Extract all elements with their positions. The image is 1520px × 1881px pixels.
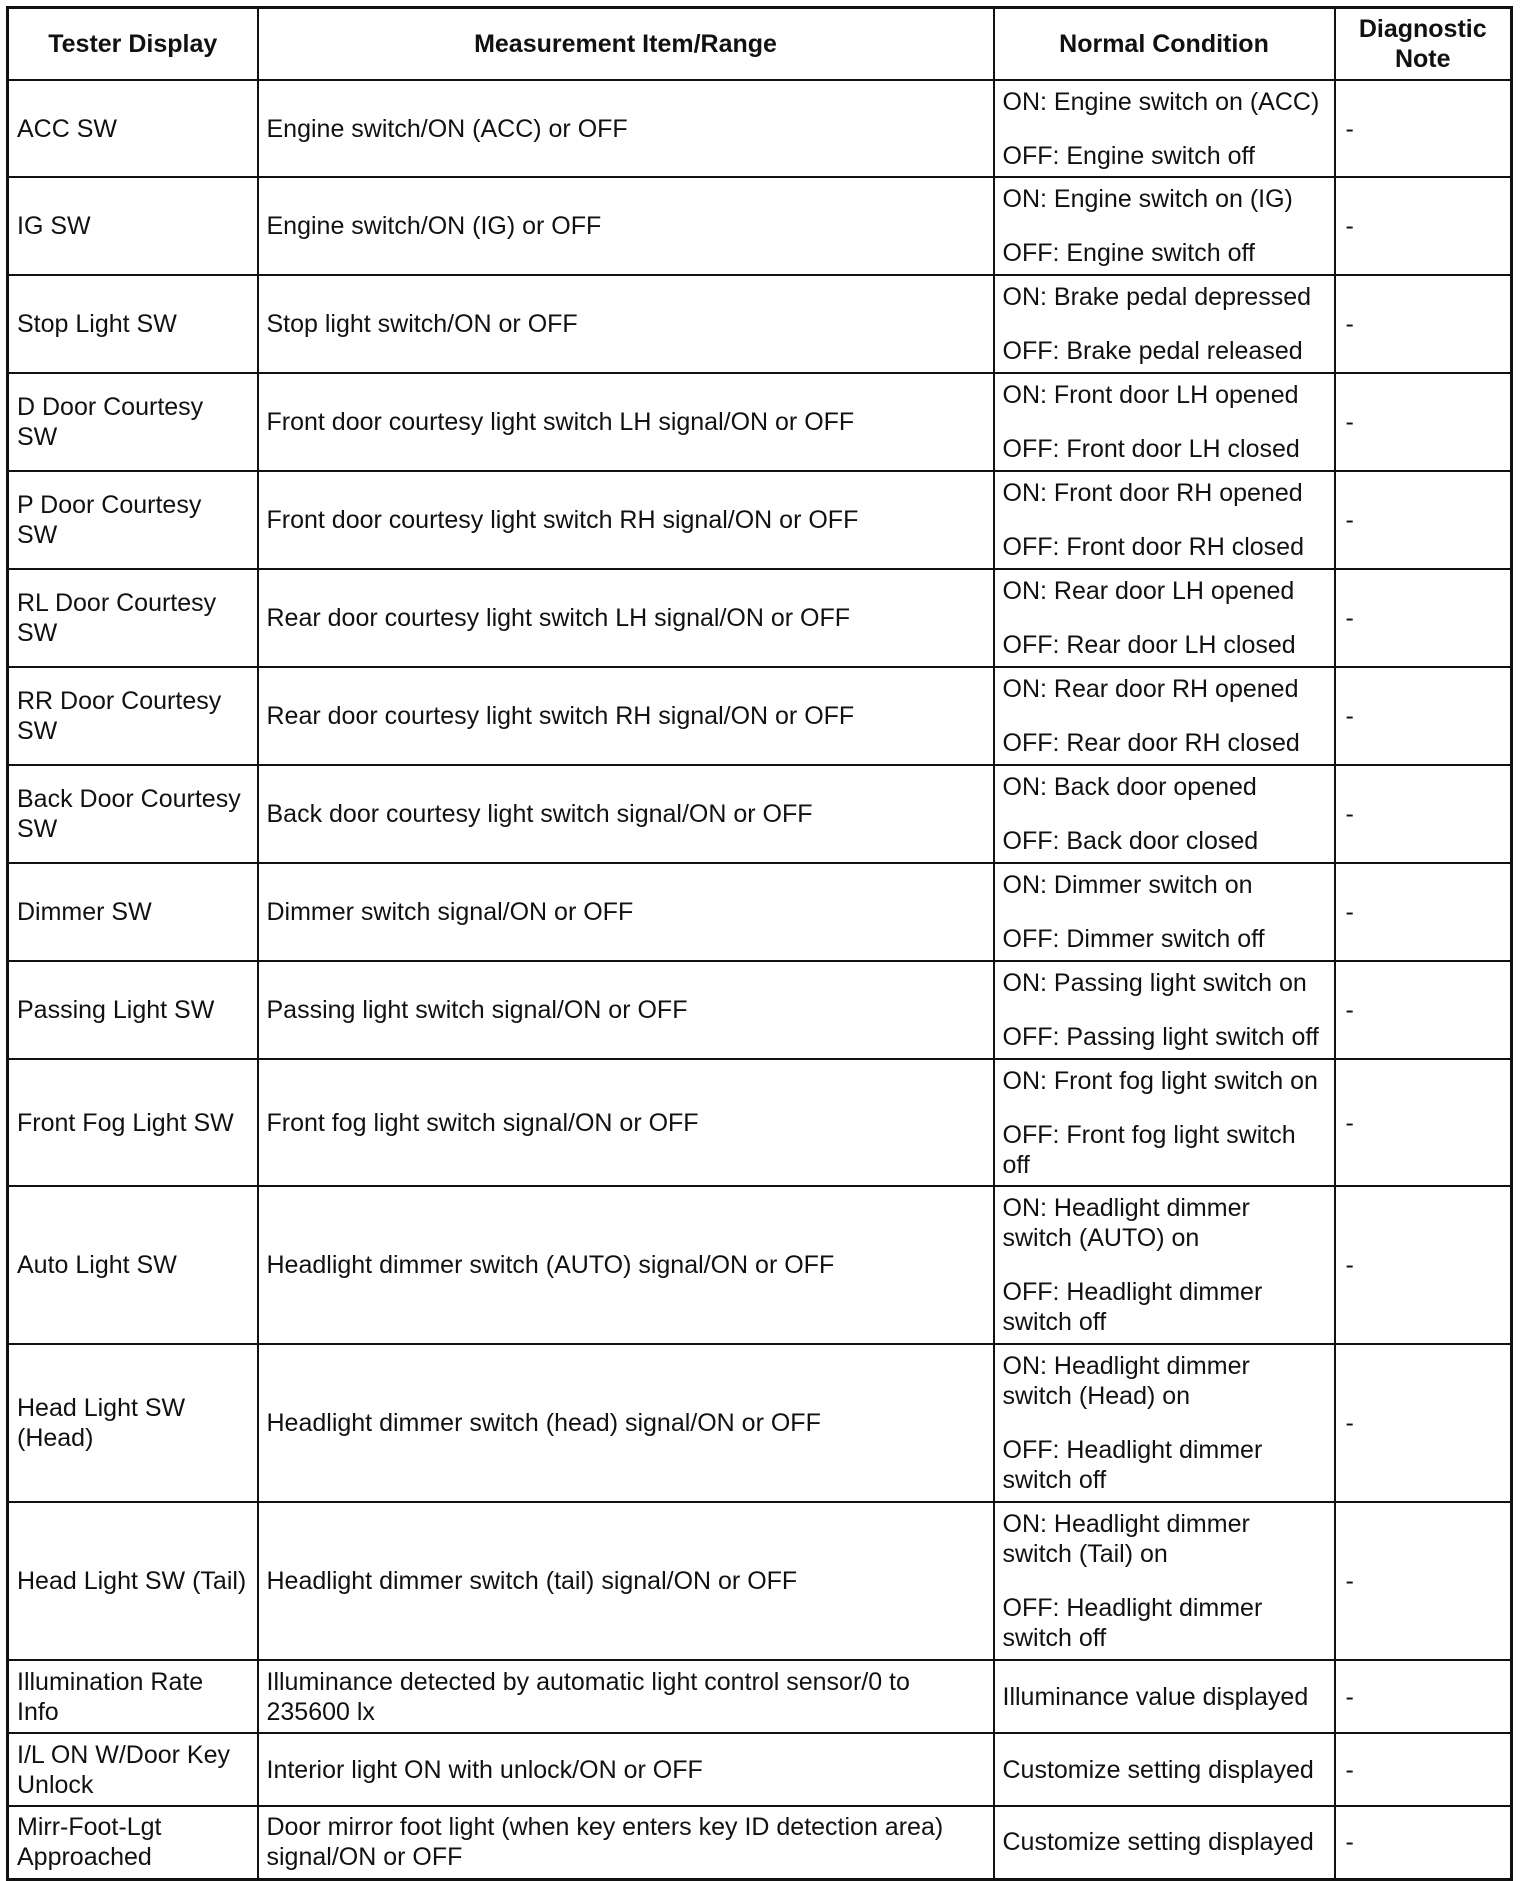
normal-condition-cell — [994, 1344, 1335, 1502]
header-diagnostic-note: Diagnostic Note — [1335, 8, 1512, 81]
tester-display-cell: RR Door Courtesy SW — [8, 667, 258, 765]
header-tester-display: Tester Display — [8, 8, 258, 81]
measurement-cell: Front door courtesy light switch RH signal/ON or OFF — [258, 471, 994, 569]
header-measurement: Measurement Item/Range — [258, 8, 994, 81]
normal-condition-cell — [994, 961, 1335, 1059]
condition-on-text: ON: Passing light switch on — [1002, 969, 1307, 997]
normal-condition-cell — [994, 275, 1335, 373]
condition-off-text: OFF: Front fog light switch off — [1002, 1120, 1296, 1179]
tester-display-cell: Dimmer SW — [8, 863, 258, 961]
condition-on-text: ON: Headlight dimmer switch (AUTO) on — [1002, 1194, 1250, 1252]
condition-off-text: OFF: Engine switch off — [1002, 141, 1255, 170]
header-row — [8, 8, 1512, 81]
table-row — [8, 863, 1512, 961]
condition-on-text: ON: Front door RH opened — [1002, 479, 1303, 507]
measurement-cell: Stop light switch/ON or OFF — [258, 275, 994, 373]
condition-off-text: OFF: Rear door LH closed — [1002, 631, 1296, 659]
table-row — [8, 961, 1512, 1059]
table-row — [8, 569, 1512, 667]
normal-condition-cell — [994, 80, 1335, 177]
tester-display-cell: P Door Courtesy SW — [8, 471, 258, 569]
condition-off-text: OFF: Engine switch off — [1002, 239, 1255, 267]
condition-on-text: ON: Brake pedal depressed — [1002, 283, 1312, 311]
condition-on-text: ON: Front fog light switch on — [1002, 1066, 1318, 1095]
diagnostic-note-cell: - — [1335, 667, 1512, 765]
tester-display-cell: Back Door Courtesy SW — [8, 765, 258, 863]
condition-on-text: ON: Front door LH opened — [1002, 381, 1299, 409]
normal-condition-cell — [994, 471, 1335, 569]
condition-off-text: OFF: Rear door RH closed — [1002, 729, 1300, 757]
table-row — [8, 1806, 1512, 1879]
condition-on-text: ON: Rear door RH opened — [1002, 675, 1299, 703]
diagnostic-note-cell: - — [1335, 275, 1512, 373]
tester-display-cell: Stop Light SW — [8, 275, 258, 373]
diagnostic-note-cell: - — [1335, 471, 1512, 569]
normal-condition-cell — [994, 765, 1335, 863]
table-row — [8, 373, 1512, 471]
tester-display-cell: RL Door Courtesy SW — [8, 569, 258, 667]
diagnostic-note-cell: - — [1335, 80, 1512, 177]
tester-display-cell: I/L ON W/Door Key Unlock — [8, 1733, 258, 1806]
tester-display-cell: Mirr-Foot-Lgt Approached — [8, 1806, 258, 1879]
diagnostic-note-cell: - — [1335, 177, 1512, 275]
diagnostic-note-cell: - — [1335, 1344, 1512, 1502]
measurement-cell: Interior light ON with unlock/ON or OFF — [258, 1733, 994, 1806]
tester-display-cell: Head Light SW (Head) — [8, 1344, 258, 1502]
normal-condition-cell — [994, 1502, 1335, 1660]
measurement-cell: Rear door courtesy light switch RH signal/ON or OFF — [258, 667, 994, 765]
table-row — [8, 1344, 1512, 1502]
diagnostic-note-cell: - — [1335, 1059, 1512, 1186]
condition-off-text: OFF: Passing light switch off — [1002, 1023, 1319, 1051]
condition-on-text: ON: Headlight dimmer switch (Tail) on — [1002, 1510, 1250, 1568]
table-row — [8, 471, 1512, 569]
table-row — [8, 177, 1512, 275]
table-row — [8, 765, 1512, 863]
measurement-cell: Door mirror foot light (when key enters key ID detection area) signal/ON or OFF — [258, 1806, 994, 1879]
tester-display-cell: Front Fog Light SW — [8, 1059, 258, 1186]
normal-condition-cell — [994, 373, 1335, 471]
diagnostic-note-cell: - — [1335, 1186, 1512, 1344]
normal-condition-cell — [994, 1186, 1335, 1344]
header-normal-condition: Normal Condition — [994, 8, 1335, 81]
condition-on-text: ON: Dimmer switch on — [1002, 871, 1253, 899]
table-body — [8, 80, 1512, 1879]
diagnostic-note-cell: - — [1335, 1733, 1512, 1806]
diagnostic-note-cell: - — [1335, 863, 1512, 961]
tester-display-cell: Auto Light SW — [8, 1186, 258, 1344]
table-row — [8, 1059, 1512, 1186]
condition-off-text: OFF: Front door LH closed — [1002, 435, 1300, 463]
table-row — [8, 1733, 1512, 1806]
measurement-cell: Engine switch/ON (ACC) or OFF — [258, 80, 994, 177]
tester-display-cell: D Door Courtesy SW — [8, 373, 258, 471]
normal-condition-cell: Customize setting displayed — [994, 1733, 1335, 1806]
condition-on-text: ON: Headlight dimmer switch (Head) on — [1002, 1352, 1250, 1410]
table-row — [8, 1186, 1512, 1344]
diagnostic-note-cell: - — [1335, 961, 1512, 1059]
table-row — [8, 80, 1512, 177]
tester-display-cell: Head Light SW (Tail) — [8, 1502, 258, 1660]
diagnostic-note-cell: - — [1335, 1806, 1512, 1879]
normal-condition-cell: Customize setting displayed — [994, 1806, 1335, 1879]
measurement-cell: Front door courtesy light switch LH signal/ON or OFF — [258, 373, 994, 471]
diagnostic-note-cell: - — [1335, 1502, 1512, 1660]
condition-off-text: OFF: Headlight dimmer switch off — [1002, 1436, 1263, 1494]
measurement-cell: Illuminance detected by automatic light control sensor/0 to 235600 lx — [258, 1660, 994, 1733]
measurement-cell: Rear door courtesy light switch LH signal/ON or OFF — [258, 569, 994, 667]
normal-condition-cell — [994, 1059, 1335, 1186]
measurement-cell: Front fog light switch signal/ON or OFF — [258, 1059, 994, 1186]
table-row — [8, 667, 1512, 765]
condition-on-text: ON: Engine switch on (ACC) — [1002, 87, 1320, 116]
measurement-cell: Passing light switch signal/ON or OFF — [258, 961, 994, 1059]
measurement-cell: Engine switch/ON (IG) or OFF — [258, 177, 994, 275]
normal-condition-cell — [994, 177, 1335, 275]
table-row — [8, 1502, 1512, 1660]
tester-display-cell: Illumination Rate Info — [8, 1660, 258, 1733]
measurement-cell: Dimmer switch signal/ON or OFF — [258, 863, 994, 961]
measurement-cell: Headlight dimmer switch (tail) signal/ON or OFF — [258, 1502, 994, 1660]
normal-condition-cell — [994, 569, 1335, 667]
normal-condition-cell — [994, 667, 1335, 765]
condition-on-text: ON: Back door opened — [1002, 773, 1257, 801]
normal-condition-cell — [994, 863, 1335, 961]
condition-off-text: OFF: Dimmer switch off — [1002, 925, 1265, 953]
table-row — [8, 1660, 1512, 1733]
condition-off-text: OFF: Headlight dimmer switch off — [1002, 1594, 1263, 1652]
condition-off-text: OFF: Headlight dimmer switch off — [1002, 1278, 1263, 1336]
diagnostic-note-cell: - — [1335, 1660, 1512, 1733]
diagnostic-note-cell: - — [1335, 373, 1512, 471]
diagnostic-note-cell: - — [1335, 569, 1512, 667]
tester-display-cell: Passing Light SW — [8, 961, 258, 1059]
measurement-cell: Back door courtesy light switch signal/ON or OFF — [258, 765, 994, 863]
measurement-cell: Headlight dimmer switch (head) signal/ON or OFF — [258, 1344, 994, 1502]
tester-display-cell: IG SW — [8, 177, 258, 275]
table-row — [8, 275, 1512, 373]
diagnostic-note-cell: - — [1335, 765, 1512, 863]
condition-on-text: ON: Engine switch on (IG) — [1002, 185, 1293, 213]
normal-condition-cell: Illuminance value displayed — [994, 1660, 1335, 1733]
data-list-table — [6, 6, 1513, 1881]
condition-on-text: ON: Rear door LH opened — [1002, 577, 1295, 605]
condition-off-text: OFF: Back door closed — [1002, 827, 1259, 855]
condition-off-text: OFF: Brake pedal released — [1002, 337, 1303, 365]
tester-display-cell: ACC SW — [8, 80, 258, 177]
measurement-cell: Headlight dimmer switch (AUTO) signal/ON or OFF — [258, 1186, 994, 1344]
condition-off-text: OFF: Front door RH closed — [1002, 533, 1304, 561]
